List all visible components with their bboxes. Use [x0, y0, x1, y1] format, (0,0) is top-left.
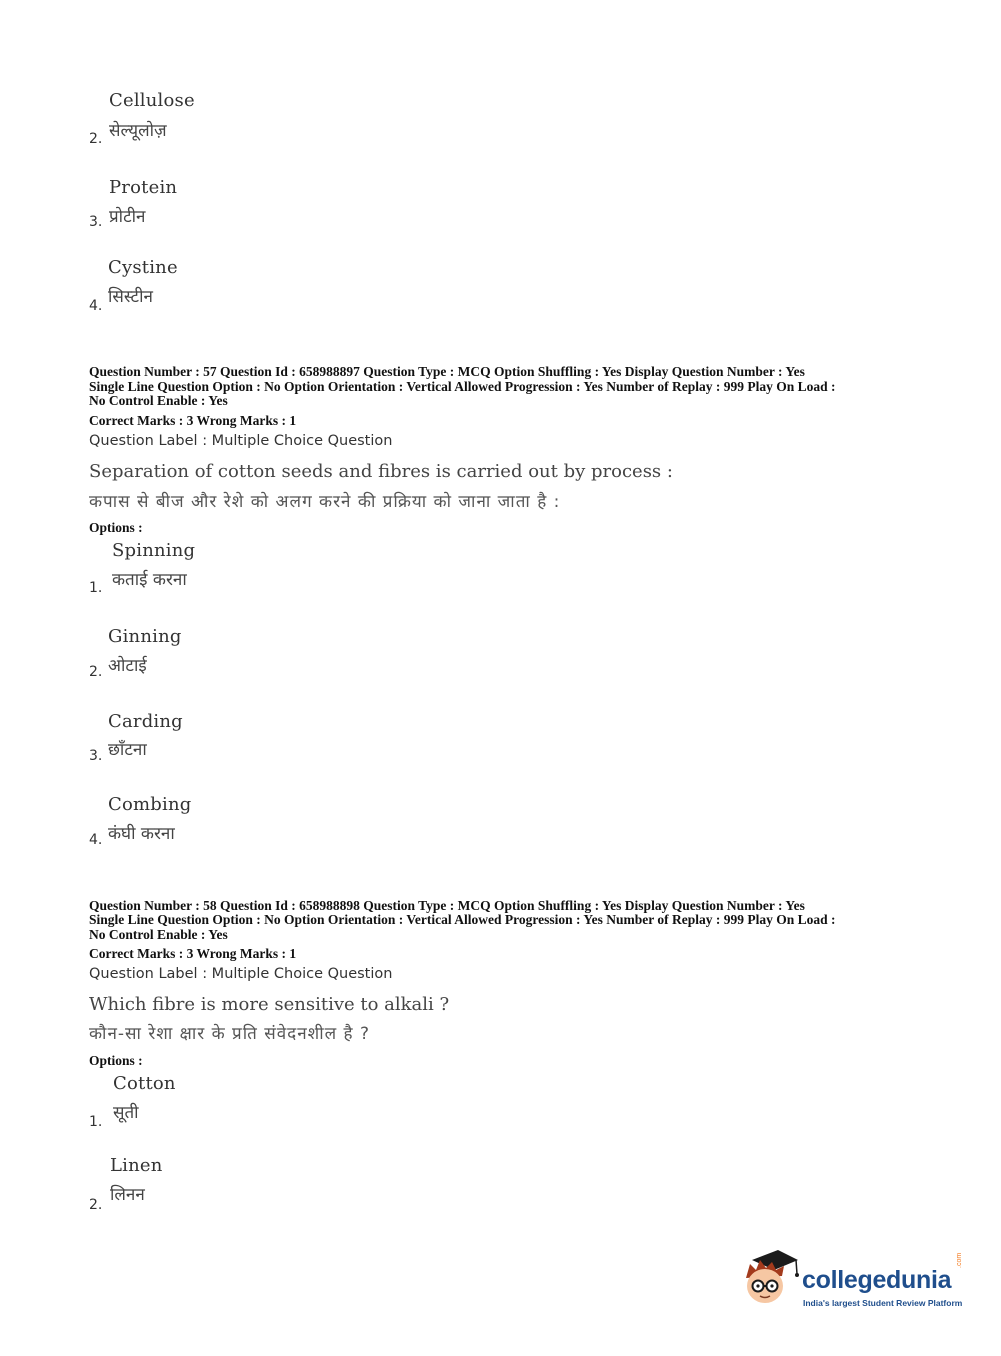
q57-question-text-hindi: कपास से बीज और रेशे को अलग करने की प्रक्रिया को जाना जाता है :	[89, 492, 561, 512]
q57-meta-line-1: Question Number : 57 Question Id : 658988897 Question Type : MCQ Option Shuffling : Yes Display Question Number : Yes	[89, 364, 805, 379]
q57-option-4-english: Combing	[108, 794, 192, 815]
q58-question-text-english: Which fibre is more sensitive to alkali ?	[89, 994, 450, 1015]
q58-question-label: Question Label : Multiple Choice Question	[89, 966, 393, 982]
q58-marks: Correct Marks : 3 Wrong Marks : 1	[89, 946, 297, 961]
q58-option-2-hindi: लिनन	[110, 1185, 145, 1205]
q58-option-1-number: 1.	[89, 1114, 103, 1130]
q57-question-text-english: Separation of cotton seeds and fibres is carried out by process :	[89, 461, 673, 482]
q58-option-2-english: Linen	[110, 1155, 163, 1176]
q58-question-text-hindi: कौन-सा रेशा क्षार के प्रति संवेदनशील है ?	[89, 1024, 370, 1044]
option-3-number: 3.	[89, 214, 103, 230]
q57-meta-line-3: No Control Enable : Yes	[89, 393, 228, 408]
q57-option-4-number: 4.	[89, 832, 103, 848]
q57-option-1-number: 1.	[89, 580, 103, 596]
q58-meta-line-2: Single Line Question Option : No Option Orientation : Vertical Allowed Progression : Yes Number of Replay : 999 Play On Load :	[89, 912, 836, 927]
q58-meta-line-3: No Control Enable : Yes	[89, 927, 228, 942]
q57-question-label: Question Label : Multiple Choice Question	[89, 433, 393, 449]
option-3-hindi: प्रोटीन	[109, 207, 146, 227]
logo-dotcom: .com	[956, 1252, 963, 1268]
q58-options-label: Options :	[89, 1053, 143, 1068]
q58-option-2-number: 2.	[89, 1197, 103, 1213]
logo-wordmark: collegedunia	[802, 1266, 952, 1294]
option-2-hindi: सेल्यूलोज़	[109, 121, 167, 141]
q57-option-1-english: Spinning	[112, 540, 196, 561]
q58-meta-line-1: Question Number : 58 Question Id : 658988898 Question Type : MCQ Option Shuffling : Yes Display Question Number : Yes	[89, 898, 805, 913]
q57-marks: Correct Marks : 3 Wrong Marks : 1	[89, 413, 297, 428]
option-4-hindi: सिस्टीन	[108, 287, 153, 307]
q57-options-label: Options :	[89, 520, 143, 535]
logo-tagline: India's largest Student Review Platform	[803, 1298, 963, 1308]
q57-option-3-number: 3.	[89, 748, 103, 764]
option-3-english: Protein	[109, 177, 178, 198]
q57-meta-line-2: Single Line Question Option : No Option Orientation : Vertical Allowed Progression : Yes Number of Replay : 999 Play On Load :	[89, 379, 836, 394]
option-4-number: 4.	[89, 298, 103, 314]
option-4-english: Cystine	[108, 257, 178, 278]
q57-option-1-hindi: कताई करना	[112, 570, 187, 590]
q57-option-3-english: Carding	[108, 711, 183, 732]
q57-option-4-hindi: कंघी करना	[108, 824, 175, 844]
student-mascot-icon	[740, 1248, 800, 1310]
q57-option-2-english: Ginning	[108, 626, 182, 647]
q57-option-3-hindi: छाँटना	[108, 740, 147, 760]
q58-option-1-hindi: सूती	[113, 1103, 139, 1123]
collegedunia-logo[interactable]	[740, 1248, 970, 1318]
q57-option-2-hindi: ओटाई	[108, 656, 147, 676]
q57-option-2-number: 2.	[89, 664, 103, 680]
option-2-english: Cellulose	[109, 90, 195, 111]
q58-option-1-english: Cotton	[113, 1073, 176, 1094]
option-2-number: 2.	[89, 131, 103, 147]
